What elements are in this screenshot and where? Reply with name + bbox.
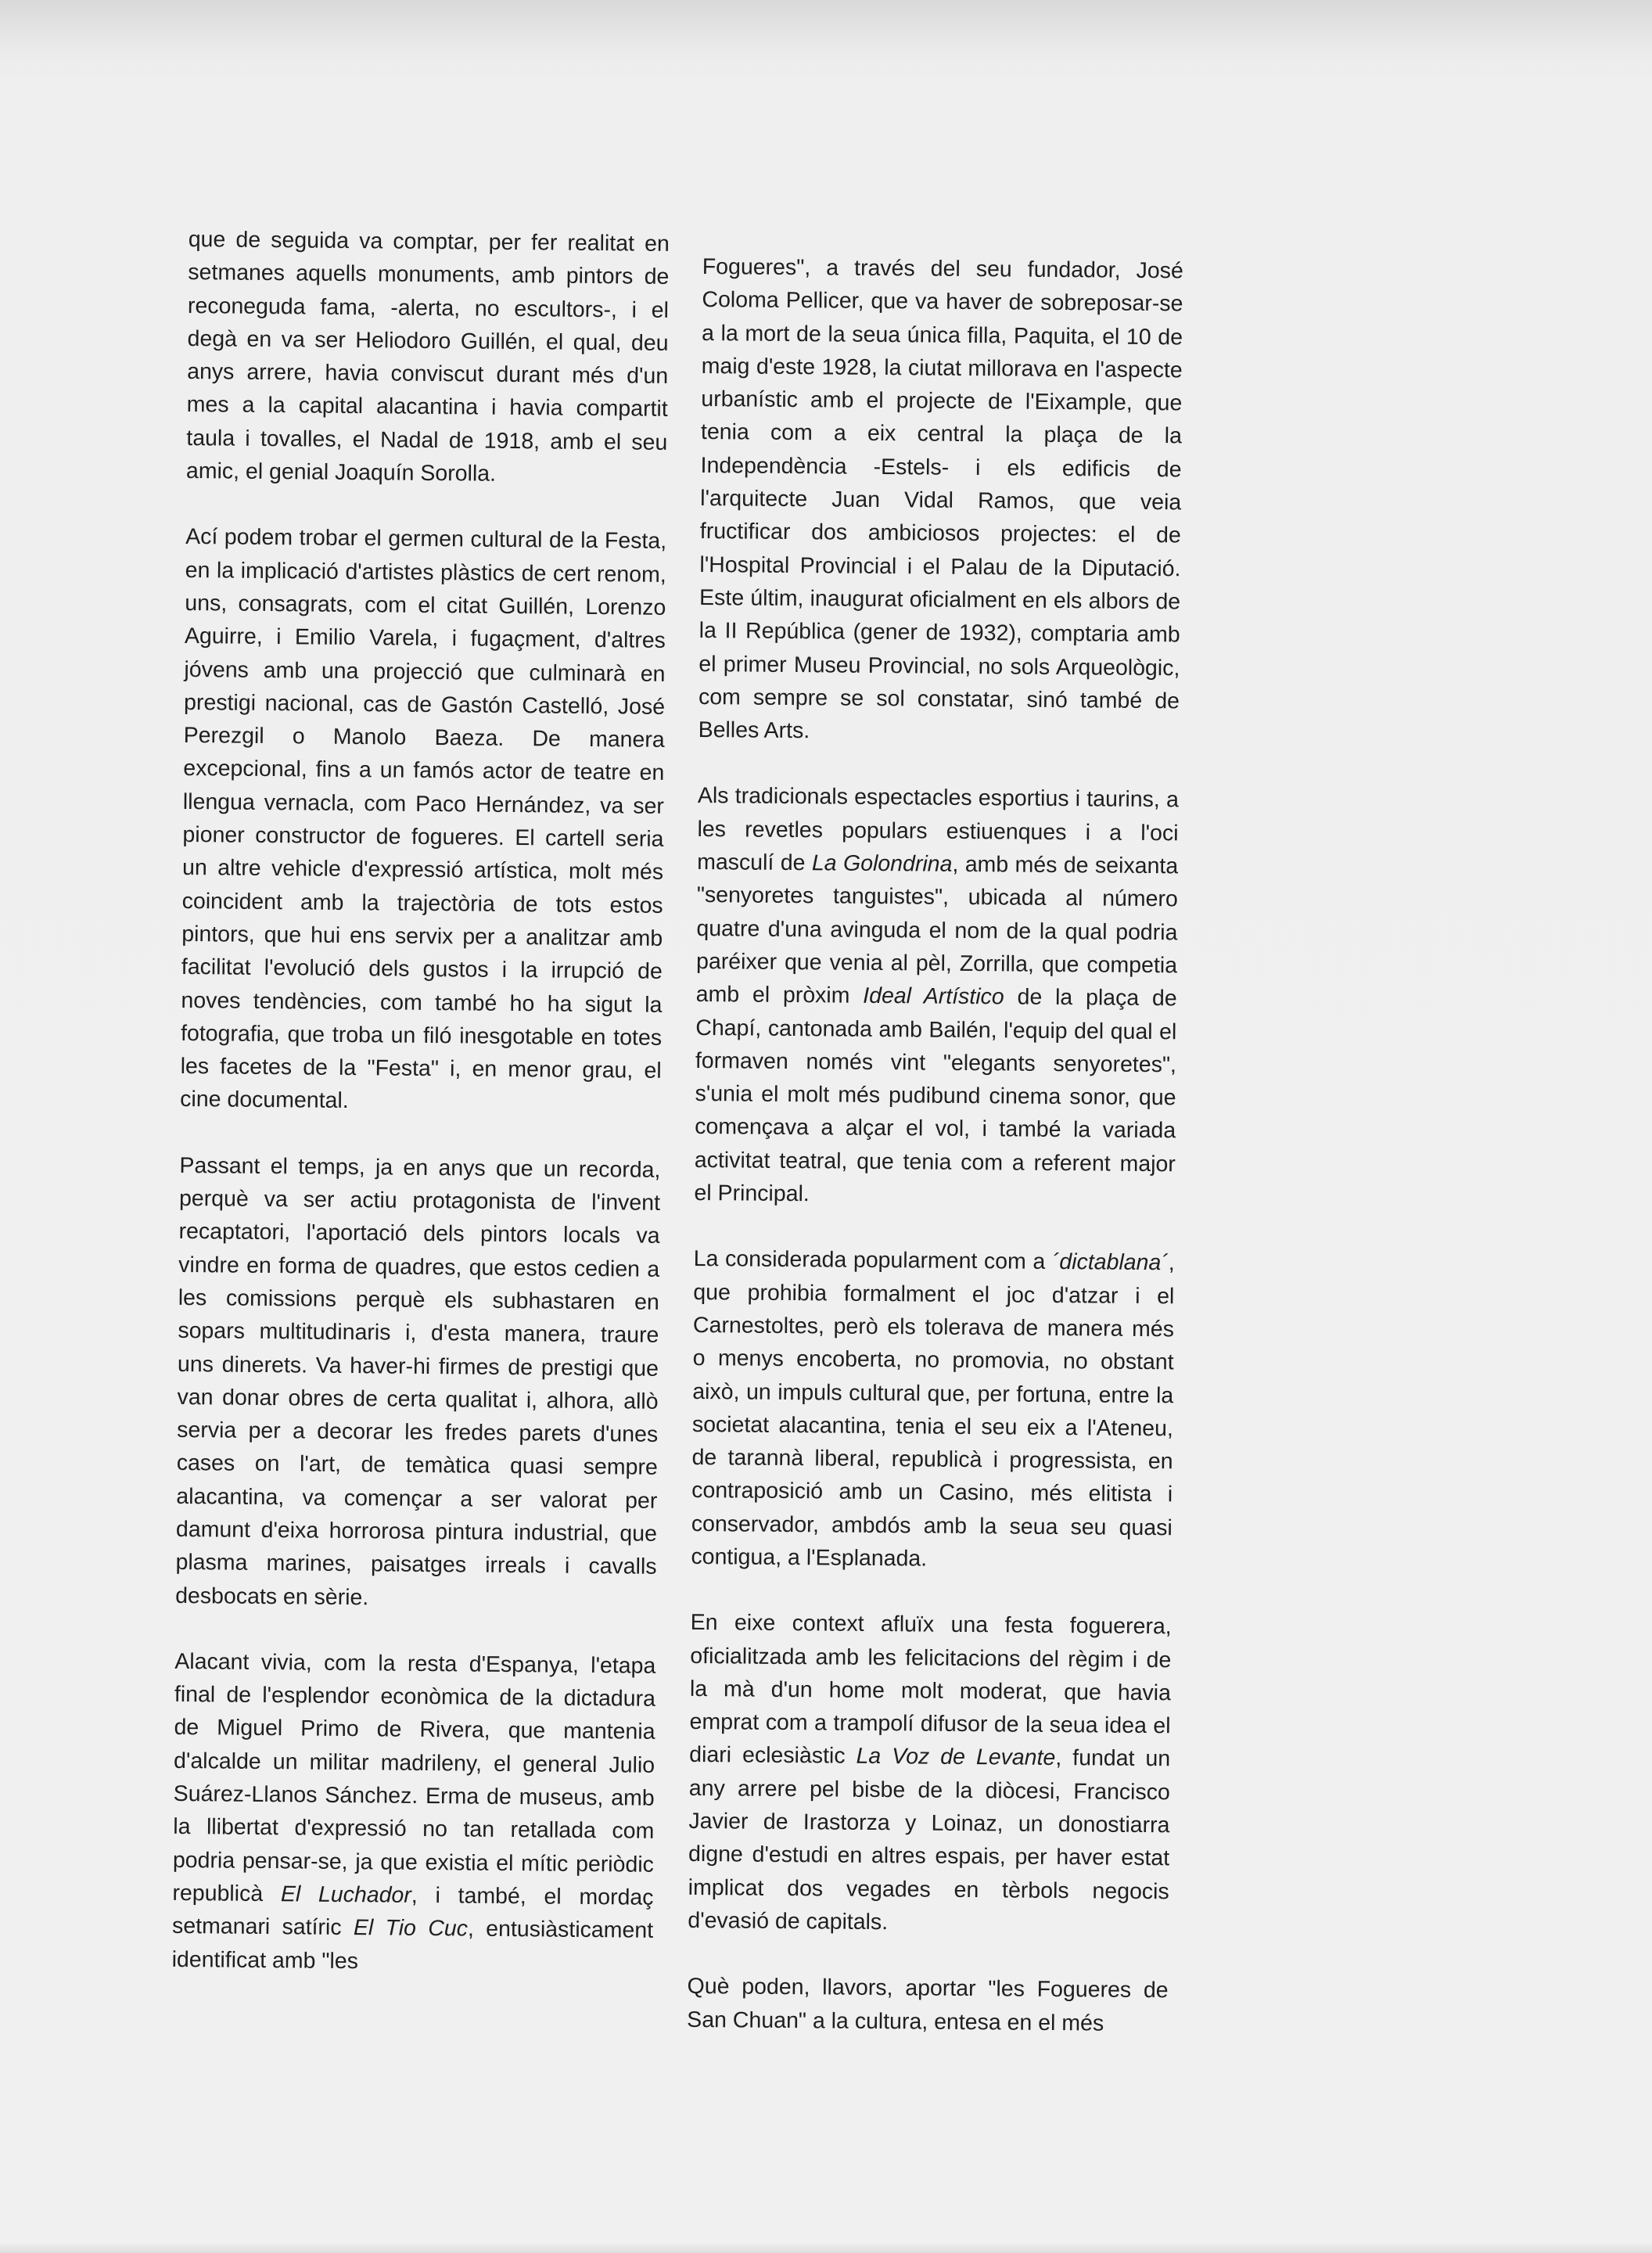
- text-run: Alacant vivia, com la resta d'Espanya, l'etapa final de l'esplendor econòmica de la dictadura de Miguel Primo de Rivera, que mantenia d'alcalde un militar madrileny, el general Julio Suárez-Llanos Sánchez. Erma de museus, amb la llibertat d'expressió no tan retallada com podria pensar-se, ja que existia el mític periòdic republicà: [172, 1648, 656, 1907]
- paragraph: Passant el temps, ja en anys que un recorda, perquè va ser actiu protagonista de l'invent recaptatori, l'aportació dels pintors locals va vindre en forma de quadres, que estos cedien a les comissions perquè els subhastaren en sopars multitudinaris i, d'esta manera, traure uns dinerets. Va haver-hi firmes de prestigi que van donar obres de certa qualitat i, alhora, allò servia per a decorar les fredes parets d'unes cases on l'art, de temàtica quasi sempre alacantina, va començar a ser valorat per damunt d'eixa horrorosa pintura industrial, que plasma marines, paisatges irreals i cavalls desbocats en sèrie.: [175, 1152, 661, 1610]
- text-run: , que prohibia formalment el joc d'atzar i el Carnestoltes, però els tolerava de manera més o menys encoberta, no promovia, no obstant això, un impuls cultural que, per fortuna, entre la societat alacantina, tenia el seu eix a l'Ateneu, de tarannà liberal, republicà i progressista, en contraposició amb un Casino, més elitista i conservador, ambdós amb la seua seu quasi contigua, a l'Esplanada.: [691, 1250, 1175, 1572]
- paragraph: [171, 1645, 655, 1981]
- text-run: de la plaça de Chapí, cantonada amb Bailén, l'equip del qual el formaven només vint "elegants senyoretes", s'unia el molt més pudibund cinema sonor, que començava a alçar el vol, i també la variada activitat teatral, que tenia com a referent major el Principal.: [694, 984, 1177, 1207]
- text-run: , i també, el mordaç setmanari satíric: [171, 1882, 654, 1941]
- left-text-column: [171, 223, 669, 1981]
- venue-name: Ideal Artístico: [863, 983, 1004, 1010]
- text-run: , amb més de seixanta "senyoretes tanguistes", ubicada al número quatre d'una avinguda el nom de la qual podria paréixer que venia al pèl, Zorrilla, que competia amb el pròxim: [695, 851, 1179, 1009]
- text-run: En eixe context afluïx una festa foguerera, oficialitzada amb les felicitacions del règim i de la mà d'un home molt moderat, que havia emprat com a trampolí difusor de la seua idea el diari eclesiàstic: [689, 1610, 1172, 1770]
- text-run: , entusiàsticament identificat amb "les: [171, 1916, 654, 1974]
- paragraph: Què poden, llavors, aportar "les Fogueres de San Chuan" a la cultura, entesa en el més: [687, 1974, 1169, 2036]
- text-run: La considerada popularment com a: [693, 1246, 1053, 1275]
- paragraph: que de seguida va comptar, per fer realitat en setmanes aquells monuments, amb pintors de reconeguda fama, -alerta, no escultors-, i el degà en va ser Heliodoro Guillén, el qual, deu anys arrere, havia conviscut durant més d'un mes a la capital alacantina i havia compartit taula i tovalles, el Nadal de 1918, amb el seu amic, el genial Joaquín Sorolla.: [185, 226, 670, 487]
- text-run: , fundat un any arrere pel bisbe de la diòcesi, Francisco Javier de Irastorza y Loinaz, un donostiarra digne d'estudi en altres espais, per haver estat implicat dos vegades en tèrbols negocis d'evasió de capitals.: [688, 1745, 1171, 1935]
- paragraph: [694, 779, 1179, 1213]
- newspaper-title: El Luchador: [280, 1881, 412, 1908]
- magazine-title: El Tio Cuc: [353, 1915, 469, 1942]
- paragraph: Ací podem trobar el germen cultural de la Festa, en la implicació d'artistes plàstics de cert renom, uns, consagrats, com el citat Guillén, Lorenzo Aguirre, i Emilio Varela, i fugaçment, d'altres jóvens amb una projecció que culminarà en prestigi nacional, cas de Gastón Castelló, José Perezgil o Manolo Baeza. De manera excepcional, fins a un famós actor de teatre en llengua vernacla, com Paco Hernández, va ser pioner constructor de fogueres. El cartell seria un altre vehicle d'expressió artística, molt més coincident amb la trajectòria de tots estos pintors, que hui ens servix per a analitzar amb facilitat l'evolució dels gustos i la irrupció de noves tendències, com també ho ha sigut la fotografia, que troba un filó inesgotable en totes les facetes de la "Festa" i, en menor grau, el cine documental.: [180, 524, 667, 1114]
- quoted-term: ´dictablana´: [1051, 1249, 1169, 1276]
- paragraph: [688, 1606, 1172, 1941]
- venue-name: La Golondrina: [811, 850, 953, 877]
- paragraph: Fogueres", a través del seu fundador, José Coloma Pellicer, que va haver de sobreposar-se a la mort de la seua única filla, Paquita, el 10 de maig d'este 1928, la ciutat millorava en l'aspecte urbanístic amb el projecte de l'Eixample, que tenia com a eix central la plaça de la Independència -Estels- i els edificis de l'arquitecte Juan Vidal Ramos, que veia fructificar dos ambiciosos projectes: el de l'Hospital Provincial i el Palau de la Diputació. Este últim, inaugurat oficialment en els albors de la II República (gener de 1932), comptaria amb el primer Museu Provincial, no sols Arqueològic, com sempre se sol constatar, sinó també de Belles Arts.: [698, 253, 1183, 744]
- newspaper-title: La Voz de Levante: [856, 1744, 1056, 1771]
- text-run: Als tradicionals espectacles esportius i taurins, a les revetles populars estiuenques i a l'oci masculí de: [697, 783, 1180, 876]
- right-text-column: [687, 250, 1183, 2040]
- paragraph: [691, 1242, 1175, 1577]
